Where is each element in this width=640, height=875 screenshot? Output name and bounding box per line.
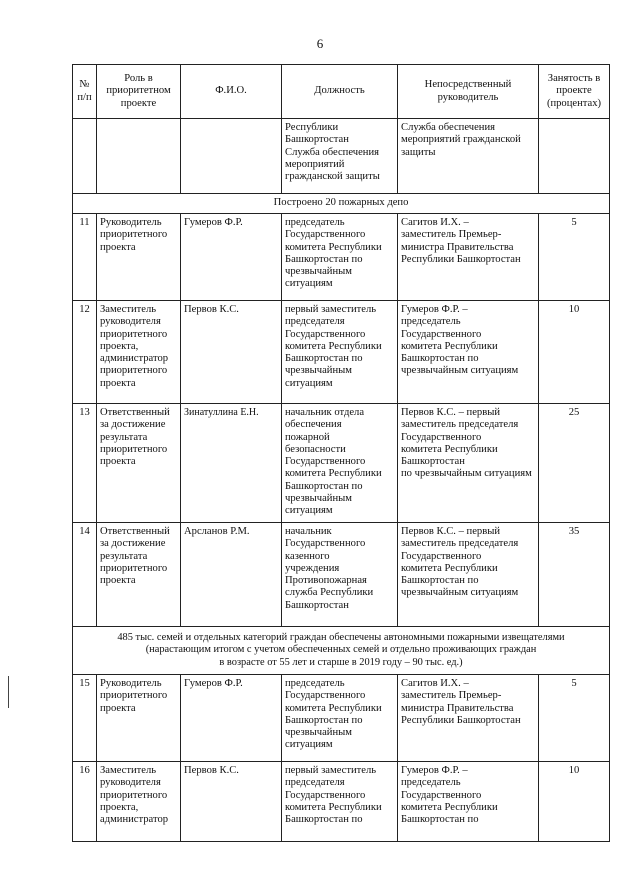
table-row	[73, 404, 610, 523]
role-cell: Заместитель руководителя приоритетного проекта, администратор приоритетного проекта	[97, 301, 181, 404]
section-heading-row	[73, 627, 610, 675]
continuation-row	[73, 119, 610, 194]
row-number: 12	[73, 301, 97, 404]
position-cell: первый заместитель председателя Государственного комитета Республики Башкортостан по чрезвычайным ситуациям	[282, 301, 398, 404]
employment-cell: 5	[539, 675, 610, 762]
header-employment: Занятость в проекте (процентах)	[539, 65, 610, 119]
table-row	[73, 214, 610, 301]
table-row	[73, 301, 610, 404]
table-row	[73, 675, 610, 762]
header-manager: Непосредственный руководитель	[398, 65, 539, 119]
position-cell: начальник отдела обеспечения пожарной безопасности Государственного комитета Республики Башкортостан по чрезвычайным ситуациям	[282, 404, 398, 523]
position-cell: начальник Государственного казенного учреждения Противопожарная служба Республики Башкортостан	[282, 523, 398, 627]
manager-cell: Первов К.С. – первый заместитель председателя Государственного комитета Республики Башкортостан по чрезвычайным ситуациям	[398, 404, 539, 523]
name-cell: Гумеров Ф.Р.	[181, 214, 282, 301]
project-team-table	[72, 64, 610, 842]
row-number: 16	[73, 762, 97, 842]
manager-cell: Гумеров Ф.Р. – председатель Государственного комитета Республики Башкортостан по	[398, 762, 539, 842]
page-number: 6	[316, 36, 324, 51]
section-heading-row	[73, 194, 610, 214]
header-position: Должность	[282, 65, 398, 119]
continuation-position: Республики Башкортостан Служба обеспечения мероприятий гражданской защиты	[282, 119, 398, 194]
name-cell: Первов К.С.	[181, 301, 282, 404]
manager-cell: Первов К.С. – первый заместитель председателя Государственного комитета Республики Башкортостан по чрезвычайным ситуациям	[398, 523, 539, 627]
manager-cell: Сагитов И.Х. – заместитель Премьер- министра Правительства Республики Башкортостан	[398, 675, 539, 762]
position-cell: председатель Государственного комитета Республики Башкортостан по чрезвычайным ситуациям	[282, 214, 398, 301]
header-num: № п/п	[73, 65, 97, 119]
position-cell: председатель Государственного комитета Республики Башкортостан по чрезвычайным ситуациям	[282, 675, 398, 762]
role-cell: Руководитель приоритетного проекта	[97, 675, 181, 762]
table-row	[73, 762, 610, 842]
header-name: Ф.И.О.	[181, 65, 282, 119]
employment-cell: 10	[539, 301, 610, 404]
role-cell: Заместитель руководителя приоритетного проекта, администратор	[97, 762, 181, 842]
name-cell: Гумеров Ф.Р.	[181, 675, 282, 762]
role-cell: Ответственный за достижение результата приоритетного проекта	[97, 523, 181, 627]
position-cell: первый заместитель председателя Государственного комитета Республики Башкортостан по	[282, 762, 398, 842]
name-cell: Арсланов Р.М.	[181, 523, 282, 627]
role-cell: Руководитель приоритетного проекта	[97, 214, 181, 301]
section-heading: Построено 20 пожарных депо	[73, 194, 610, 214]
row-number: 14	[73, 523, 97, 627]
row-number: 13	[73, 404, 97, 523]
row-number: 11	[73, 214, 97, 301]
table-row	[73, 523, 610, 627]
manager-cell: Гумеров Ф.Р. – председатель Государственного комитета Республики Башкортостан по чрезвычайным ситуациям	[398, 301, 539, 404]
name-cell: Зинатуллина Е.Н.	[181, 404, 282, 523]
header-role: Роль в приоритетном проекте	[97, 65, 181, 119]
employment-cell: 35	[539, 523, 610, 627]
scan-margin-mark	[8, 676, 9, 708]
employment-cell: 5	[539, 214, 610, 301]
name-cell: Первов К.С.	[181, 762, 282, 842]
role-cell: Ответственный за достижение результата приоритетного проекта	[97, 404, 181, 523]
continuation-manager: Служба обеспечения мероприятий гражданской защиты	[398, 119, 539, 194]
employment-cell: 10	[539, 762, 610, 842]
employment-cell: 25	[539, 404, 610, 523]
manager-cell: Сагитов И.Х. – заместитель Премьер- министра Правительства Республики Башкортостан	[398, 214, 539, 301]
section-heading: 485 тыс. семей и отдельных категорий граждан обеспечены автономными пожарными извещателями (нарастающим итогом с учетом обеспеченных семей и отдельно проживающих граждан в возрасте от 55 лет и старше в 2019 году – 90 тыс. ед.)	[73, 627, 610, 675]
row-number: 15	[73, 675, 97, 762]
header-row	[73, 65, 610, 119]
